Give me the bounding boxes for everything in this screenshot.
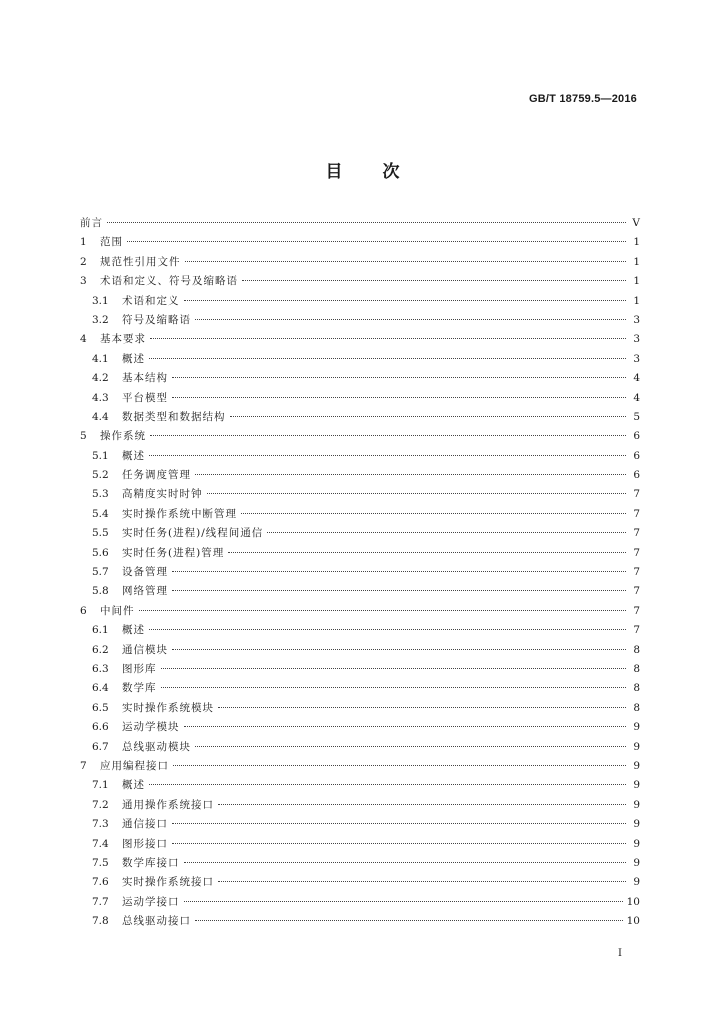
toc-entry-title: 概述	[122, 352, 145, 365]
toc-entry-number: 4.2	[92, 372, 109, 385]
page-number: I	[618, 948, 622, 959]
dot-leader	[172, 649, 626, 650]
toc-entry[interactable]	[80, 796, 640, 815]
toc-entry[interactable]	[80, 272, 640, 291]
toc-entry-page: 8	[633, 682, 640, 695]
toc-entry-page: 8	[633, 662, 640, 675]
toc-entry[interactable]	[80, 757, 640, 776]
toc-entry-page: 4	[633, 372, 640, 385]
toc-entry-number: 6	[80, 604, 87, 617]
toc-entry-number: 3.2	[92, 313, 109, 326]
page-title: 目次	[325, 162, 440, 182]
toc-entry[interactable]	[80, 621, 640, 640]
toc-entry-page: 8	[633, 701, 640, 714]
toc-entry-title: 设备管理	[122, 566, 168, 579]
dot-leader	[149, 455, 626, 456]
toc-entry-title: 术语和定义、符号及缩略语	[100, 275, 238, 288]
toc-entry[interactable]	[80, 233, 640, 252]
toc-entry-number: 7.8	[92, 915, 109, 928]
toc-entry[interactable]	[80, 524, 640, 543]
toc-entry[interactable]	[80, 563, 640, 582]
toc-entry-page: 9	[633, 721, 640, 734]
toc-entry[interactable]	[80, 505, 640, 524]
toc-entry-number: 5.3	[92, 488, 109, 501]
toc-entry[interactable]	[80, 699, 640, 718]
toc-entry-title: 通信接口	[122, 818, 168, 831]
toc-entry-number: 4	[80, 333, 87, 346]
toc-entry-page: 7	[633, 527, 640, 540]
dot-leader	[185, 261, 627, 262]
toc-entry-number: 5.4	[92, 507, 109, 520]
toc-entry-page: 3	[633, 313, 640, 326]
toc-entry-number: 5.5	[92, 527, 109, 540]
toc-entry-page: 9	[633, 740, 640, 753]
toc-entry-title: 基本要求	[100, 333, 146, 346]
toc-entry[interactable]	[80, 776, 640, 795]
toc-entry-title: 数学库接口	[122, 856, 180, 869]
toc-entry-number: 2	[80, 255, 87, 268]
toc-entry-title: 运动学接口	[122, 895, 180, 908]
dot-leader	[184, 300, 627, 301]
table-of-contents	[80, 214, 640, 931]
toc-entry-number: 5.8	[92, 585, 109, 598]
toc-entry-title: 通信模块	[122, 643, 168, 656]
toc-entry-page: 1	[633, 255, 640, 268]
toc-entry-number: 7.3	[92, 818, 109, 831]
dot-leader	[184, 726, 627, 727]
toc-entry-title: 实时操作系统中断管理	[122, 507, 237, 520]
dot-leader	[173, 765, 626, 766]
toc-entry[interactable]	[80, 466, 640, 485]
toc-entry-page: 7	[633, 585, 640, 598]
dot-leader	[150, 338, 626, 339]
toc-entry-page: 9	[633, 837, 640, 850]
toc-entry-title: 规范性引用文件	[100, 255, 181, 268]
toc-entry-number: 5.2	[92, 469, 109, 482]
toc-entry-title: 数据类型和数据结构	[122, 410, 226, 423]
toc-entry[interactable]	[80, 350, 640, 369]
toc-entry-title: 总线驱动接口	[122, 915, 191, 928]
toc-entry-page: Ⅴ	[632, 217, 640, 229]
dot-leader	[172, 823, 626, 824]
toc-entry-page: 7	[633, 507, 640, 520]
dot-leader	[172, 590, 626, 591]
standard-code: GB/T 18759.5—2016	[529, 93, 637, 105]
toc-entry[interactable]	[80, 815, 640, 834]
toc-entry[interactable]	[80, 718, 640, 737]
toc-entry-number: 6.7	[92, 740, 109, 753]
toc-entry-number: 6.3	[92, 662, 109, 675]
toc-entry-number: 6.6	[92, 721, 109, 734]
toc-entry-number: 6.4	[92, 682, 109, 695]
dot-leader	[195, 319, 626, 320]
dot-leader	[184, 901, 623, 902]
dot-leader	[242, 280, 626, 281]
toc-entry-number: 3.1	[92, 294, 109, 307]
toc-entry-number: 5.7	[92, 566, 109, 579]
toc-entry-title: 前言	[80, 217, 103, 229]
dot-leader	[150, 435, 626, 436]
toc-entry-page: 9	[633, 779, 640, 792]
toc-entry-title: 平台模型	[122, 391, 168, 404]
toc-entry[interactable]	[80, 447, 640, 466]
toc-entry-title: 通用操作系统接口	[122, 798, 214, 811]
dot-leader	[218, 804, 626, 805]
toc-entry-number: 6.1	[92, 624, 109, 637]
toc-entry-page: 1	[633, 236, 640, 249]
toc-entry-page: 9	[633, 818, 640, 831]
toc-entry[interactable]	[80, 311, 640, 330]
toc-entry[interactable]	[80, 292, 640, 311]
dot-leader	[195, 746, 626, 747]
toc-entry-number: 7.5	[92, 856, 109, 869]
toc-entry-page: 10	[626, 895, 640, 908]
toc-entry-title: 范围	[100, 236, 123, 249]
toc-entry[interactable]	[80, 660, 640, 679]
toc-entry-title: 数学库	[122, 682, 157, 695]
dot-leader	[230, 416, 627, 417]
toc-entry-title: 图形库	[122, 662, 157, 675]
toc-entry-number: 5	[80, 430, 87, 443]
toc-entry-title: 概述	[122, 779, 145, 792]
dot-leader	[241, 513, 626, 514]
dot-leader	[195, 920, 623, 921]
toc-entry-page: 6	[633, 449, 640, 462]
toc-entry-page: 10	[626, 915, 640, 928]
toc-entry[interactable]	[80, 408, 640, 427]
dot-leader	[161, 687, 627, 688]
toc-entry-number: 7.4	[92, 837, 109, 850]
toc-entry-page: 6	[633, 469, 640, 482]
toc-entry-page: 1	[633, 275, 640, 288]
dot-leader	[228, 552, 626, 553]
dot-leader	[172, 843, 626, 844]
dot-leader	[161, 668, 627, 669]
toc-entry[interactable]	[80, 602, 640, 621]
toc-entry[interactable]	[80, 214, 640, 233]
toc-entry-number: 5.1	[92, 449, 109, 462]
toc-entry[interactable]	[80, 369, 640, 388]
toc-entry-page: 9	[633, 876, 640, 889]
toc-entry-page: 5	[633, 410, 640, 423]
toc-entry-number: 1	[80, 236, 87, 249]
dot-leader	[127, 241, 626, 242]
toc-entry-number: 5.6	[92, 546, 109, 559]
toc-entry-title: 符号及缩略语	[122, 313, 191, 326]
dot-leader	[172, 397, 626, 398]
dot-leader	[218, 881, 626, 882]
toc-entry-number: 4.4	[92, 410, 109, 423]
dot-leader	[149, 784, 626, 785]
toc-entry-title: 高精度实时时钟	[122, 488, 203, 501]
toc-entry-page: 7	[633, 604, 640, 617]
toc-entry-page: 3	[633, 352, 640, 365]
toc-entry[interactable]	[80, 912, 640, 931]
toc-entry[interactable]	[80, 738, 640, 757]
dot-leader	[218, 707, 626, 708]
dot-leader	[195, 474, 626, 475]
toc-entry-page: 7	[633, 488, 640, 501]
toc-entry-page: 9	[633, 798, 640, 811]
toc-entry-page: 7	[633, 566, 640, 579]
toc-entry[interactable]	[80, 582, 640, 601]
toc-entry-page: 6	[633, 430, 640, 443]
toc-entry[interactable]	[80, 427, 640, 446]
toc-entry-title: 网络管理	[122, 585, 168, 598]
toc-entry-number: 4.1	[92, 352, 109, 365]
toc-entry[interactable]	[80, 389, 640, 408]
toc-entry-number: 7.2	[92, 798, 109, 811]
toc-entry-title: 图形接口	[122, 837, 168, 850]
toc-entry-title: 实时任务(进程)管理	[122, 546, 225, 559]
toc-entry-title: 操作系统	[100, 430, 146, 443]
dot-leader	[267, 532, 626, 533]
dot-leader	[207, 493, 627, 494]
dot-leader	[184, 862, 627, 863]
toc-entry-page: 8	[633, 643, 640, 656]
toc-entry[interactable]	[80, 485, 640, 504]
dot-leader	[107, 222, 626, 223]
toc-entry[interactable]	[80, 330, 640, 349]
toc-entry[interactable]	[80, 854, 640, 873]
toc-entry-title: 实时任务(进程)/线程间通信	[122, 527, 264, 540]
toc-entry-page: 3	[633, 333, 640, 346]
dot-leader	[149, 358, 626, 359]
toc-entry-number: 7.1	[92, 779, 109, 792]
toc-entry-page: 9	[633, 759, 640, 772]
toc-entry[interactable]	[80, 641, 640, 660]
toc-entry-title: 基本结构	[122, 372, 168, 385]
dot-leader	[139, 610, 627, 611]
toc-entry-number: 4.3	[92, 391, 109, 404]
toc-entry-page: 7	[633, 624, 640, 637]
toc-entry-page: 4	[633, 391, 640, 404]
toc-entry-title: 应用编程接口	[100, 759, 169, 772]
toc-entry-number: 7.6	[92, 876, 109, 889]
toc-entry-page: 9	[633, 856, 640, 869]
dot-leader	[172, 377, 626, 378]
toc-entry[interactable]	[80, 679, 640, 698]
toc-entry-number: 3	[80, 275, 87, 288]
toc-entry-page: 1	[633, 294, 640, 307]
toc-entry-title: 术语和定义	[122, 294, 180, 307]
toc-entry-title: 中间件	[100, 604, 135, 617]
toc-entry[interactable]	[80, 835, 640, 854]
toc-entry-number: 7.7	[92, 895, 109, 908]
toc-entry-title: 运动学模块	[122, 721, 180, 734]
toc-entry[interactable]	[80, 893, 640, 912]
toc-entry[interactable]	[80, 253, 640, 272]
toc-entry[interactable]	[80, 873, 640, 892]
toc-entry-page: 7	[633, 546, 640, 559]
dot-leader	[172, 571, 626, 572]
toc-entry-title: 总线驱动模块	[122, 740, 191, 753]
toc-entry-number: 6.2	[92, 643, 109, 656]
toc-entry-number: 7	[80, 759, 87, 772]
toc-entry-title: 实时操作系统接口	[122, 876, 214, 889]
toc-entry-title: 概述	[122, 624, 145, 637]
dot-leader	[149, 629, 626, 630]
toc-entry-number: 6.5	[92, 701, 109, 714]
toc-entry-title: 任务调度管理	[122, 469, 191, 482]
toc-entry-title: 概述	[122, 449, 145, 462]
toc-entry-title: 实时操作系统模块	[122, 701, 214, 714]
toc-entry[interactable]	[80, 544, 640, 563]
